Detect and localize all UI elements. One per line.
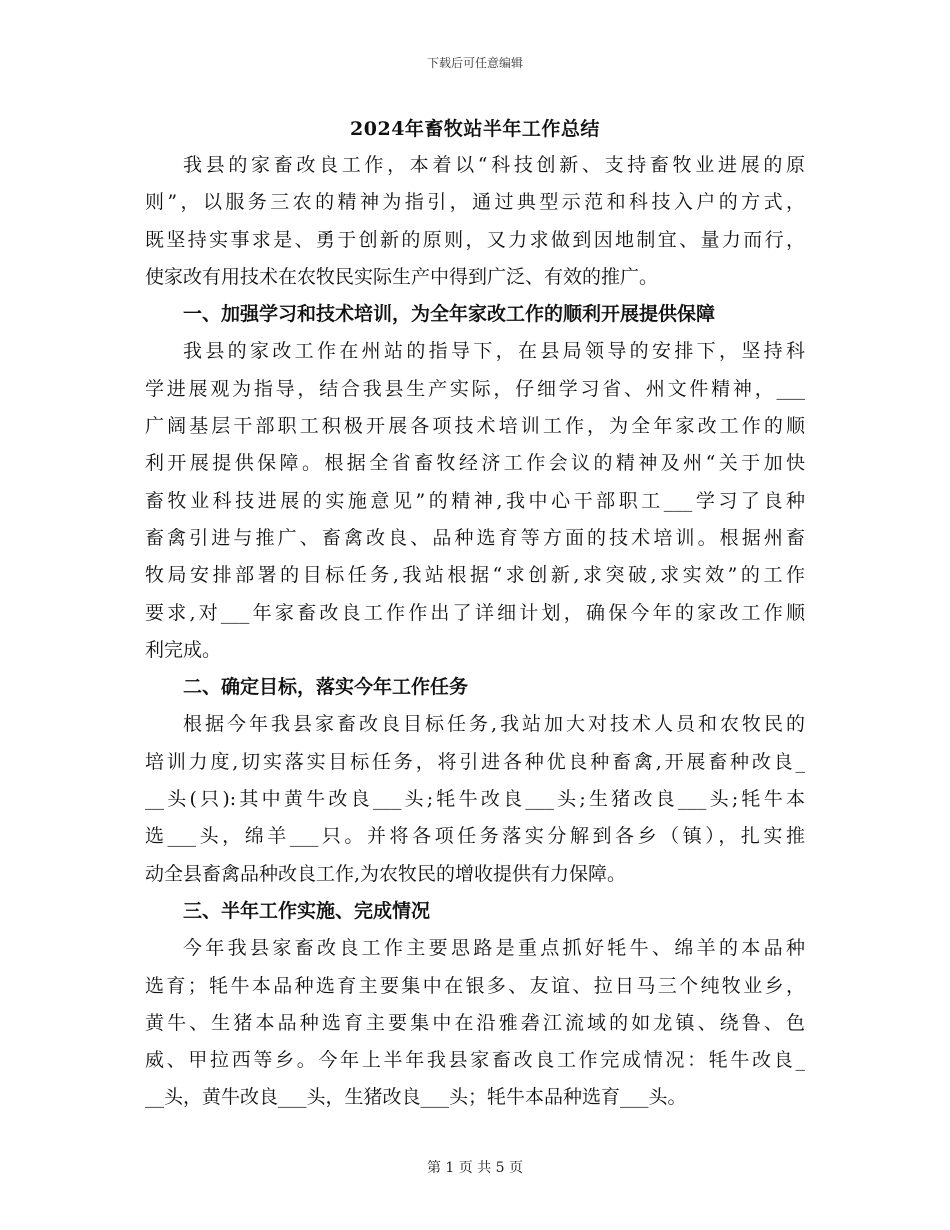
paragraph-line: __头(只):其中黄牛改良___头;牦牛改良___头;生猪改良___头;牦牛本 bbox=[145, 788, 805, 811]
paragraph-line: 选___头，绵羊___只。并将各项任务落实分解到各乡（镇），扎实推 bbox=[145, 825, 805, 848]
paragraph-line: 既坚持实事求是、勇于创新的原则，又力求做到因地制宜、量力而行， bbox=[145, 228, 805, 251]
header-note: 下载后可任意编辑 bbox=[426, 56, 523, 70]
paragraph-line: 使家改有用技术在农牧民实际生产中得到广泛、有效的推广。 bbox=[145, 265, 659, 288]
paragraph-line: 今年我县家畜改良工作主要思路是重点抓好牦牛、绵羊的本品种 bbox=[183, 937, 805, 960]
paragraph-line: 我县的家畜改良工作，本着以“科技创新、支持畜牧业进展的原 bbox=[183, 154, 805, 176]
paragraph-line: 广阔基层干部职工积极开展各项技术培训工作，为全年家改工作的顺 bbox=[145, 415, 805, 438]
section-heading-1: 一、加强学习和技术培训，为全年家改工作的顺利开展提供保障 bbox=[183, 303, 716, 326]
paragraph-line: 畜禽引进与推广、畜禽改良、品种选育等方面的技术培训。根据州畜 bbox=[145, 526, 805, 549]
paragraph-line: 选育；牦牛本品种选育主要集中在银多、友谊、拉日马三个纯牧业乡， bbox=[145, 974, 805, 997]
paragraph-line: 根据今年我县家畜改良目标任务,我站加大对技术人员和农牧民的 bbox=[183, 713, 805, 736]
document-title: 2024年畜牧站半年工作总结 bbox=[350, 118, 600, 140]
paragraph-line: 要求,对___年家畜改良工作作出了详细计划，确保今年的家改工作顺 bbox=[145, 601, 805, 624]
paragraph-line: __头，黄牛改良___头，生猪改良___头；牦牛本品种选育___头。 bbox=[145, 1086, 687, 1109]
paragraph-line: 黄牛、生猪本品种选育主要集中在沿雅砻江流域的如龙镇、绕鲁、色 bbox=[145, 1011, 805, 1034]
paragraph-line: 牧局安排部署的目标任务,我站根据“求创新,求突破,求实效”的工作 bbox=[145, 564, 805, 587]
paragraph-line: 动全县畜禽品种改良工作,为农牧民的增收提供有力保障。 bbox=[145, 862, 627, 885]
paragraph-line: 我县的家改工作在州站的指导下，在县局领导的安排下，坚持科 bbox=[183, 340, 805, 363]
paragraph-line: 威、甲拉西等乡。今年上半年我县家畜改良工作完成情况：牦牛改良_ bbox=[145, 1049, 805, 1072]
paragraph-line: 畜牧业科技进展的实施意见”的精神,我中心干部职工___学习了良种 bbox=[145, 489, 805, 512]
page-number: 第 1 页 共 5 页 bbox=[426, 1160, 524, 1176]
paragraph-line: 利完成。 bbox=[145, 638, 222, 661]
paragraph-line: 学进展观为指导，结合我县生产实际，仔细学习省、州文件精神，___ bbox=[145, 377, 805, 400]
paragraph-line: 培训力度,切实落实目标任务，将引进各种优良种畜禽,开展畜种改良_ bbox=[145, 750, 805, 773]
section-heading-3: 三、半年工作实施、完成情况 bbox=[183, 899, 431, 922]
section-heading-2: 二、确定目标，落实今年工作任务 bbox=[183, 676, 469, 699]
paragraph-line: 则”，以服务三农的精神为指引，通过典型示范和科技入户的方式， bbox=[145, 191, 805, 214]
document-body bbox=[145, 147, 805, 1117]
paragraph-line: 利开展提供保障。根据全省畜牧经济工作会议的精神及州“关于加快 bbox=[145, 452, 805, 475]
